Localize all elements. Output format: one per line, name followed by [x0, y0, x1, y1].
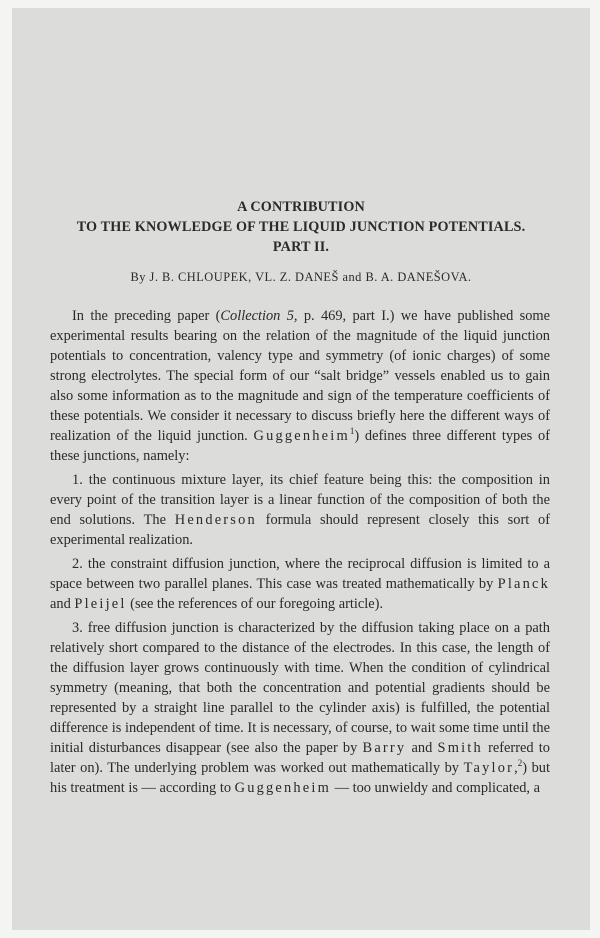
- text-run: ) defines three different types of these junctions, namely:: [50, 428, 550, 464]
- text-run: In the preceding paper (: [72, 308, 221, 324]
- text-run: and: [50, 596, 75, 612]
- author-name-taylor: Taylor: [463, 760, 515, 776]
- text-run: (see the references of our foregoing article).: [126, 596, 384, 612]
- title-line-2: TO THE KNOWLEDGE OF THE LIQUID JUNCTION POTENTIALS.: [76, 219, 526, 235]
- title-line-1: A CONTRIBUTION: [237, 199, 365, 215]
- text-run: referred to later on). The underlying problem was worked out mathematically by: [50, 740, 550, 776]
- footnote-marker: 1: [349, 426, 355, 436]
- author-name-guggenheim: Guggenheim: [234, 780, 331, 796]
- text-run: 3. free diffusion junction is characterized by the diffusion taking place on a path relatively short compared to the distance of the electrodes. In this case, the length of the diffusion layer grows continuously with time. When the condition of cylindrical symmetry (meaning, that both the concentration and potential gradients should be represented by a straight line parallel to the cylinder axis) is fulfilled, the potential difference is independent of time. It is necessary, of course, to wait some time until the initial disturbances disappear (see also the paper by: [50, 620, 550, 756]
- text-run: ,: [514, 760, 518, 776]
- paragraph-item-1: [50, 470, 550, 550]
- text-run: ) but his treatment is — according to: [50, 760, 550, 796]
- text-run: — too unwieldy and complicated, a: [330, 780, 540, 796]
- text-run: 1. the continuous mixture layer, its chief feature being this: the composition in every point of the transition layer is a linear function of the composition of both the end solutions. The: [50, 472, 550, 528]
- author-name-barry: Barry: [362, 740, 407, 756]
- author-name-guggenheim: Guggenheim: [253, 428, 350, 444]
- document-page: [12, 8, 590, 930]
- footnote-marker: 2: [517, 758, 523, 768]
- author-name-henderson: Henderson: [174, 512, 257, 528]
- author-name-planck: Planck: [497, 576, 550, 592]
- paragraph-item-3: [50, 618, 550, 798]
- paragraph-intro: [50, 306, 550, 466]
- paragraph-item-2: [50, 554, 550, 614]
- author-name-pleijel: Pleijel: [74, 596, 127, 612]
- body-text: [50, 306, 550, 798]
- text-run: and: [406, 740, 438, 756]
- text-run: p. 469, part I.) we have published some experimental results bearing on the relation of the magnitude of the liquid junction potentials to concentration, valency type and symmetry (of ionic charges) of some strong electrolytes. The special form of our “salt bridge” vessels enabled us to gain also some information as to the magnitude and sign of the temperature coefficients of these potentials. We consider it necessary to discuss briefly here the different ways of realization of the liquid junction.: [50, 308, 550, 444]
- title-block: [12, 197, 590, 257]
- authors-line: By J. B. CHLOUPEK, VL. Z. DANEŠ and B. A. DANEŠOVA.: [130, 270, 472, 284]
- text-run: formula should represent closely this sort of experimental realization.: [50, 512, 551, 548]
- text-run: 2. the constraint diffusion junction, where the reciprocal diffusion is limited to a space between two parallel planes. This case was treated mathematically by: [50, 556, 550, 592]
- author-name-smith: Smith: [437, 740, 483, 756]
- title-line-3: PART II.: [272, 239, 330, 255]
- journal-reference: Collection 5,: [220, 308, 298, 324]
